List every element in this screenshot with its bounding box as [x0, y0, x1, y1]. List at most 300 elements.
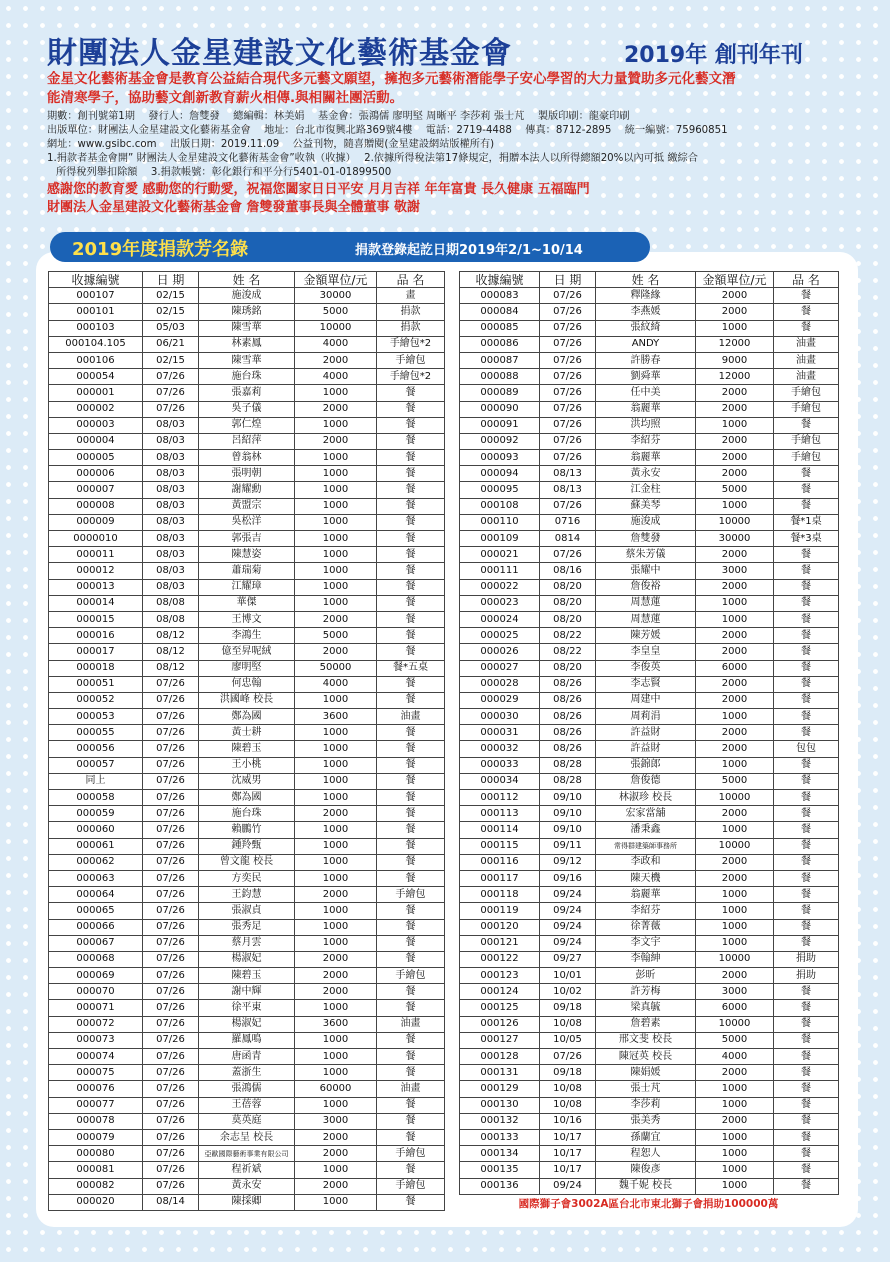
receipt-number-cell: 000082	[49, 1178, 143, 1194]
donor-name-cell: 張明朝	[199, 466, 295, 482]
donor-name-cell: 鄭為國	[199, 709, 295, 725]
donation-amount-cell: 1000	[295, 1032, 377, 1048]
item-name-cell: 餐	[774, 660, 839, 676]
table-row	[460, 352, 839, 368]
donor-name-cell: 程祈斌	[199, 1162, 295, 1178]
donation-amount-cell: 5000	[696, 1032, 774, 1048]
donation-amount-cell: 10000	[696, 1016, 774, 1032]
donation-date-cell: 0814	[540, 531, 596, 547]
item-name-cell: 餐	[774, 1162, 839, 1178]
item-name-cell: 餐	[774, 822, 839, 838]
table-row	[460, 401, 839, 417]
donation-date-cell: 09/16	[540, 870, 596, 886]
donation-date-cell: 09/24	[540, 903, 596, 919]
donor-name-cell: 李俊英	[596, 660, 696, 676]
donation-date-cell: 08/03	[143, 417, 199, 433]
donation-date-cell: 07/26	[143, 1113, 199, 1129]
donation-date-cell: 07/26	[540, 547, 596, 563]
table-row	[49, 595, 445, 611]
item-name-cell: 餐	[774, 417, 839, 433]
info-line: 網址：www.gsibc.com 出版日期：2019.11.09 公益刊物，隨喜贈閱(金星建設網站版權所有)	[47, 139, 495, 151]
item-name-cell: 餐	[377, 514, 445, 530]
donor-name-cell: 詹俊裕	[596, 579, 696, 595]
item-name-cell: 餐	[774, 1016, 839, 1032]
donor-name-cell: 陳碧玉	[199, 741, 295, 757]
donation-amount-cell: 1000	[295, 854, 377, 870]
donation-date-cell: 07/26	[143, 401, 199, 417]
donor-name-cell: 常得群建築師事務所	[596, 838, 696, 854]
receipt-number-cell: 000073	[49, 1032, 143, 1048]
donation-amount-cell: 2000	[696, 806, 774, 822]
donor-name-cell: 羅鳳鳴	[199, 1032, 295, 1048]
table-row	[49, 288, 445, 304]
donor-name-cell: 王小桃	[199, 757, 295, 773]
table-row	[460, 1000, 839, 1016]
donor-rows-left	[49, 288, 445, 1211]
donation-date-cell: 07/26	[540, 385, 596, 401]
donation-amount-cell: 1000	[696, 935, 774, 951]
donor-name-cell: 周建中	[596, 692, 696, 708]
donor-name-cell: 鄭為國	[199, 790, 295, 806]
donation-date-cell: 08/08	[143, 611, 199, 627]
donation-date-cell: 07/26	[143, 838, 199, 854]
receipt-number-cell: 000088	[460, 369, 540, 385]
receipt-number-cell: 000028	[460, 676, 540, 692]
donation-amount-cell: 1000	[295, 822, 377, 838]
table-row	[460, 450, 839, 466]
donation-amount-cell: 2000	[295, 951, 377, 967]
table-row	[460, 1032, 839, 1048]
donation-amount-cell: 10000	[295, 320, 377, 336]
donor-list-title: 2019年度捐款芳名錄	[72, 239, 249, 260]
item-name-cell: 餐	[377, 854, 445, 870]
receipt-number-cell: 000072	[49, 1016, 143, 1032]
donation-amount-cell: 2000	[295, 984, 377, 1000]
table-row	[460, 320, 839, 336]
donor-name-cell: 莫英庭	[199, 1113, 295, 1129]
donation-date-cell: 07/26	[143, 692, 199, 708]
donor-name-cell: 黃士耕	[199, 725, 295, 741]
item-name-cell: 手繪包	[377, 968, 445, 984]
donation-amount-cell: 1000	[696, 1129, 774, 1145]
column-header-amount: 金額單位/元	[295, 272, 377, 288]
item-name-cell: 餐	[774, 1000, 839, 1016]
donation-date-cell: 08/26	[540, 725, 596, 741]
receipt-number-cell: 000132	[460, 1113, 540, 1129]
donation-amount-cell: 1000	[295, 531, 377, 547]
donation-date-cell: 08/16	[540, 563, 596, 579]
donor-name-cell: 陳天機	[596, 870, 696, 886]
receipt-number-cell: 000056	[49, 741, 143, 757]
donation-amount-cell: 1000	[696, 709, 774, 725]
donation-date-cell: 0716	[540, 514, 596, 530]
donor-name-cell: 周慧蓮	[596, 595, 696, 611]
table-row	[460, 951, 839, 967]
donation-amount-cell: 1000	[295, 514, 377, 530]
receipt-number-cell: 000052	[49, 692, 143, 708]
item-name-cell: 餐	[774, 1049, 839, 1065]
donation-amount-cell: 5000	[295, 304, 377, 320]
donation-amount-cell: 1000	[696, 1162, 774, 1178]
donation-amount-cell: 2000	[696, 466, 774, 482]
donation-date-cell: 08/12	[143, 660, 199, 676]
donation-date-cell: 08/26	[540, 709, 596, 725]
donor-name-cell: 張耀中	[596, 563, 696, 579]
donation-amount-cell: 2000	[295, 401, 377, 417]
donation-amount-cell: 30000	[696, 531, 774, 547]
item-name-cell: 餐	[377, 919, 445, 935]
table-row	[460, 838, 839, 854]
donation-date-cell: 09/18	[540, 1065, 596, 1081]
donation-date-cell: 08/03	[143, 514, 199, 530]
donation-amount-cell: 1000	[696, 919, 774, 935]
donor-name-cell: 張淑貞	[199, 903, 295, 919]
table-row	[49, 352, 445, 368]
item-name-cell: 捐助	[774, 968, 839, 984]
donation-date-cell: 07/26	[540, 417, 596, 433]
item-name-cell: 餐	[774, 1178, 839, 1194]
receipt-number-cell: 000121	[460, 935, 540, 951]
receipt-number-cell: 000013	[49, 579, 143, 595]
item-name-cell: 餐	[377, 1000, 445, 1016]
donation-amount-cell: 2000	[295, 352, 377, 368]
receipt-number-cell: 000023	[460, 595, 540, 611]
donor-name-cell: 林淑珍 校長	[596, 790, 696, 806]
receipt-number-cell: 000116	[460, 854, 540, 870]
donor-name-cell: 沈威男	[199, 773, 295, 789]
donation-amount-cell: 2000	[696, 968, 774, 984]
donation-amount-cell: 1000	[295, 790, 377, 806]
item-name-cell: 餐	[774, 870, 839, 886]
donation-amount-cell: 1000	[295, 1065, 377, 1081]
donor-name-cell: 陳芳媛	[596, 628, 696, 644]
donation-amount-cell: 2000	[295, 887, 377, 903]
donation-amount-cell: 1000	[295, 870, 377, 886]
table-row	[49, 498, 445, 514]
intro-line: 能清寒學子，協助藝文創新教育薪火相傳.與相關社團活動。	[47, 90, 404, 106]
donation-date-cell: 08/03	[143, 450, 199, 466]
receipt-number-cell: 000126	[460, 1016, 540, 1032]
donor-name-cell: 李燕媛	[596, 304, 696, 320]
table-row	[49, 757, 445, 773]
item-name-cell: 餐	[774, 304, 839, 320]
donation-amount-cell: 1000	[696, 498, 774, 514]
item-name-cell: 餐	[774, 1129, 839, 1145]
donor-name-cell: 黃永安	[199, 1178, 295, 1194]
donor-name-cell: 詹俊德	[596, 773, 696, 789]
donation-amount-cell: 2000	[696, 644, 774, 660]
donation-date-cell: 07/26	[143, 1146, 199, 1162]
receipt-number-cell: 000093	[460, 450, 540, 466]
donation-date-cell: 07/26	[143, 773, 199, 789]
item-name-cell: 油畫	[774, 369, 839, 385]
donation-amount-cell: 2000	[696, 854, 774, 870]
item-name-cell: 餐	[774, 984, 839, 1000]
donor-name-cell: 許芳梅	[596, 984, 696, 1000]
table-row	[49, 838, 445, 854]
donor-name-cell: 謝耀勳	[199, 482, 295, 498]
donor-name-cell: 李政和	[596, 854, 696, 870]
receipt-number-cell: 000130	[460, 1097, 540, 1113]
table-row	[460, 968, 839, 984]
info-line: 期數：創刊號第1期 發行人：詹雙發 總編輯：林美娟 基金會：張鴻儒 廖明堅 周晰平 李莎莉 張士芃 製版印刷：龍豪印刷	[47, 111, 630, 122]
receipt-number-cell: 000054	[49, 369, 143, 385]
donation-date-cell: 02/15	[143, 304, 199, 320]
donor-name-cell: 陳娟媛	[596, 1065, 696, 1081]
table-row	[49, 935, 445, 951]
table-row	[49, 369, 445, 385]
donor-name-cell: 張士芃	[596, 1081, 696, 1097]
donor-name-cell: 陳雪華	[199, 320, 295, 336]
donation-amount-cell: 1000	[295, 692, 377, 708]
donation-date-cell: 05/03	[143, 320, 199, 336]
donor-name-cell: 楊淑妃	[199, 1016, 295, 1032]
donor-name-cell: 王鈞慧	[199, 887, 295, 903]
item-name-cell: 餐	[377, 595, 445, 611]
item-name-cell: 餐	[774, 595, 839, 611]
table-row	[460, 935, 839, 951]
donation-date-cell: 09/27	[540, 951, 596, 967]
item-name-cell: 餐	[377, 951, 445, 967]
table-row	[49, 1049, 445, 1065]
item-name-cell: 餐	[377, 417, 445, 433]
item-name-cell: 餐	[774, 1113, 839, 1129]
item-name-cell: 餐	[774, 288, 839, 304]
item-name-cell: 餐	[377, 1129, 445, 1145]
table-row	[49, 1000, 445, 1016]
donor-name-cell: 許益財	[596, 725, 696, 741]
receipt-number-cell: 000078	[49, 1113, 143, 1129]
item-name-cell: 餐	[774, 903, 839, 919]
table-row	[460, 676, 839, 692]
receipt-number-cell: 000006	[49, 466, 143, 482]
item-name-cell: 餐	[377, 838, 445, 854]
donation-amount-cell: 2000	[696, 870, 774, 886]
donation-amount-cell: 2000	[696, 304, 774, 320]
item-name-cell: 手繪包*2	[377, 369, 445, 385]
receipt-number-cell: 000119	[460, 903, 540, 919]
donor-name-cell: 蓋浙生	[199, 1065, 295, 1081]
info-line: 出版單位：財團法人金星建設文化藝術基金會 地址：台北市復興北路369號4樓 電話：2719-4488 傳真：8712-2895 統一編號：75960851	[47, 125, 728, 137]
table-row	[460, 595, 839, 611]
donation-date-cell: 08/13	[540, 466, 596, 482]
donation-date-cell: 08/28	[540, 757, 596, 773]
donation-amount-cell: 3000	[696, 984, 774, 1000]
table-row	[49, 709, 445, 725]
receipt-number-cell: 000061	[49, 838, 143, 854]
table-row	[460, 531, 839, 547]
item-name-cell: 油畫	[774, 336, 839, 352]
table-row	[49, 385, 445, 401]
donor-list-banner	[50, 232, 650, 262]
item-name-cell: 餐	[774, 1065, 839, 1081]
receipt-number-cell: 000015	[49, 611, 143, 627]
donation-date-cell: 09/24	[540, 935, 596, 951]
page-title: 財團法人金星建設文化藝術基金會	[47, 36, 512, 71]
item-name-cell: 餐	[774, 919, 839, 935]
receipt-number-cell: 000081	[49, 1162, 143, 1178]
item-name-cell: 手繪包	[377, 1178, 445, 1194]
donor-name-cell: 施浚成	[199, 288, 295, 304]
column-header-date: 日 期	[143, 272, 199, 288]
item-name-cell: 餐*五桌	[377, 660, 445, 676]
table-row	[49, 547, 445, 563]
donation-date-cell: 08/03	[143, 433, 199, 449]
lions-club-donation-note: 國際獅子會3002A區台北市東北獅子會捐助100000萬	[518, 1198, 779, 1210]
table-row	[49, 563, 445, 579]
donation-amount-cell: 4000	[295, 676, 377, 692]
receipt-number-cell: 000079	[49, 1129, 143, 1145]
donation-amount-cell: 1000	[295, 482, 377, 498]
item-name-cell: 餐	[774, 547, 839, 563]
donation-amount-cell: 1000	[295, 935, 377, 951]
table-row	[460, 790, 839, 806]
donation-date-cell: 07/26	[143, 1097, 199, 1113]
donation-amount-cell: 2000	[696, 579, 774, 595]
donation-amount-cell: 2000	[295, 644, 377, 660]
table-row	[49, 304, 445, 320]
donation-amount-cell: 4000	[696, 1049, 774, 1065]
table-row	[49, 887, 445, 903]
donation-amount-cell: 2000	[295, 968, 377, 984]
donation-date-cell: 02/15	[143, 352, 199, 368]
donation-date-cell: 08/20	[540, 595, 596, 611]
item-name-cell: 餐	[774, 935, 839, 951]
donation-amount-cell: 3000	[696, 563, 774, 579]
receipt-number-cell: 000055	[49, 725, 143, 741]
item-name-cell: 油畫	[377, 709, 445, 725]
item-name-cell: 餐	[377, 1097, 445, 1113]
table-row	[49, 1162, 445, 1178]
donor-name-cell: 周莉涓	[596, 709, 696, 725]
table-row	[49, 919, 445, 935]
donation-date-cell: 10/17	[540, 1162, 596, 1178]
donation-date-cell: 07/26	[143, 870, 199, 886]
donation-date-cell: 10/08	[540, 1097, 596, 1113]
donor-name-cell: 任中美	[596, 385, 696, 401]
item-name-cell: 手繪包	[377, 1146, 445, 1162]
donation-amount-cell: 2000	[696, 385, 774, 401]
donor-name-cell: 李紹芬	[596, 433, 696, 449]
receipt-number-cell: 000030	[460, 709, 540, 725]
donation-amount-cell: 10000	[696, 514, 774, 530]
donor-name-cell: 黃盟宗	[199, 498, 295, 514]
donor-name-cell: 徐平東	[199, 1000, 295, 1016]
receipt-number-cell: 000059	[49, 806, 143, 822]
receipt-number-cell: 000080	[49, 1146, 143, 1162]
receipt-number-cell: 000128	[460, 1049, 540, 1065]
table-row	[460, 514, 839, 530]
receipt-number-cell: 000026	[460, 644, 540, 660]
table-row	[49, 1081, 445, 1097]
donor-name-cell: 張秀足	[199, 919, 295, 935]
donation-date-cell: 07/26	[143, 1016, 199, 1032]
donation-date-cell: 08/03	[143, 466, 199, 482]
receipt-number-cell: 000070	[49, 984, 143, 1000]
donation-amount-cell: 10000	[696, 790, 774, 806]
donation-amount-cell: 6000	[696, 1000, 774, 1016]
receipt-number-cell: 000120	[460, 919, 540, 935]
table-row	[49, 692, 445, 708]
table-row	[49, 1032, 445, 1048]
item-name-cell: 餐	[377, 1065, 445, 1081]
receipt-number-cell: 000095	[460, 482, 540, 498]
receipt-number-cell: 000017	[49, 644, 143, 660]
item-name-cell: 餐	[774, 563, 839, 579]
item-name-cell: 餐	[377, 984, 445, 1000]
donation-date-cell: 07/26	[143, 1081, 199, 1097]
donor-name-cell: 釋隆緣	[596, 288, 696, 304]
item-name-cell: 餐*1桌	[774, 514, 839, 530]
table-row	[460, 822, 839, 838]
donation-date-cell: 08/28	[540, 773, 596, 789]
donation-date-cell: 10/17	[540, 1146, 596, 1162]
receipt-number-cell: 000008	[49, 498, 143, 514]
donor-name-cell: 李志賢	[596, 676, 696, 692]
table-row	[460, 385, 839, 401]
receipt-number-cell: 000005	[49, 450, 143, 466]
receipt-number-cell: 000133	[460, 1129, 540, 1145]
donor-name-cell: 許勝春	[596, 352, 696, 368]
receipt-number-cell: 000069	[49, 968, 143, 984]
table-row	[460, 1129, 839, 1145]
intro-paragraph	[47, 70, 847, 108]
donation-date-cell: 10/05	[540, 1032, 596, 1048]
item-name-cell: 餐	[774, 1032, 839, 1048]
donor-name-cell: 廖明堅	[199, 660, 295, 676]
donor-name-cell: 蔡朱芳儀	[596, 547, 696, 563]
receipt-number-cell: 000084	[460, 304, 540, 320]
item-name-cell: 餐	[774, 644, 839, 660]
table-row	[49, 1016, 445, 1032]
table-row	[460, 887, 839, 903]
item-name-cell: 餐	[774, 466, 839, 482]
donation-date-cell: 07/26	[143, 1000, 199, 1016]
donation-amount-cell: 2000	[295, 611, 377, 627]
receipt-number-cell: 000083	[460, 288, 540, 304]
donor-name-cell: 李皇皇	[596, 644, 696, 660]
donor-name-cell: 蘇美琴	[596, 498, 696, 514]
receipt-number-cell: 000089	[460, 385, 540, 401]
donation-amount-cell: 1000	[696, 1146, 774, 1162]
table-row	[49, 870, 445, 886]
item-name-cell: 餐	[774, 611, 839, 627]
receipt-number-cell: 000135	[460, 1162, 540, 1178]
table-row	[49, 806, 445, 822]
table-row	[460, 903, 839, 919]
table-row	[460, 854, 839, 870]
item-name-cell: 餐	[377, 790, 445, 806]
donation-amount-cell: 3000	[295, 1113, 377, 1129]
table-row	[49, 531, 445, 547]
item-name-cell: 餐	[377, 482, 445, 498]
donation-date-cell: 09/10	[540, 790, 596, 806]
thanks-line: 感謝您的教育愛 感動您的行動愛，祝福您闔家日日平安 月月吉祥 年年富貴 長久健康 五福臨門	[47, 182, 590, 197]
table-row	[49, 466, 445, 482]
donation-amount-cell: 5000	[295, 628, 377, 644]
donation-date-cell: 08/20	[540, 579, 596, 595]
receipt-number-cell: 000107	[49, 288, 143, 304]
item-name-cell: 餐	[377, 579, 445, 595]
donation-amount-cell: 5000	[696, 482, 774, 498]
donation-amount-cell: 1000	[295, 741, 377, 757]
donor-name-cell: 施台珠	[199, 806, 295, 822]
donor-name-cell: 鍾羚甄	[199, 838, 295, 854]
donor-list-period: 捐款登錄起訖日期2019年2/1~10/14	[355, 243, 583, 258]
item-name-cell: 餐	[377, 1049, 445, 1065]
receipt-number-cell: 000108	[460, 498, 540, 514]
receipt-number-cell: 000113	[460, 806, 540, 822]
